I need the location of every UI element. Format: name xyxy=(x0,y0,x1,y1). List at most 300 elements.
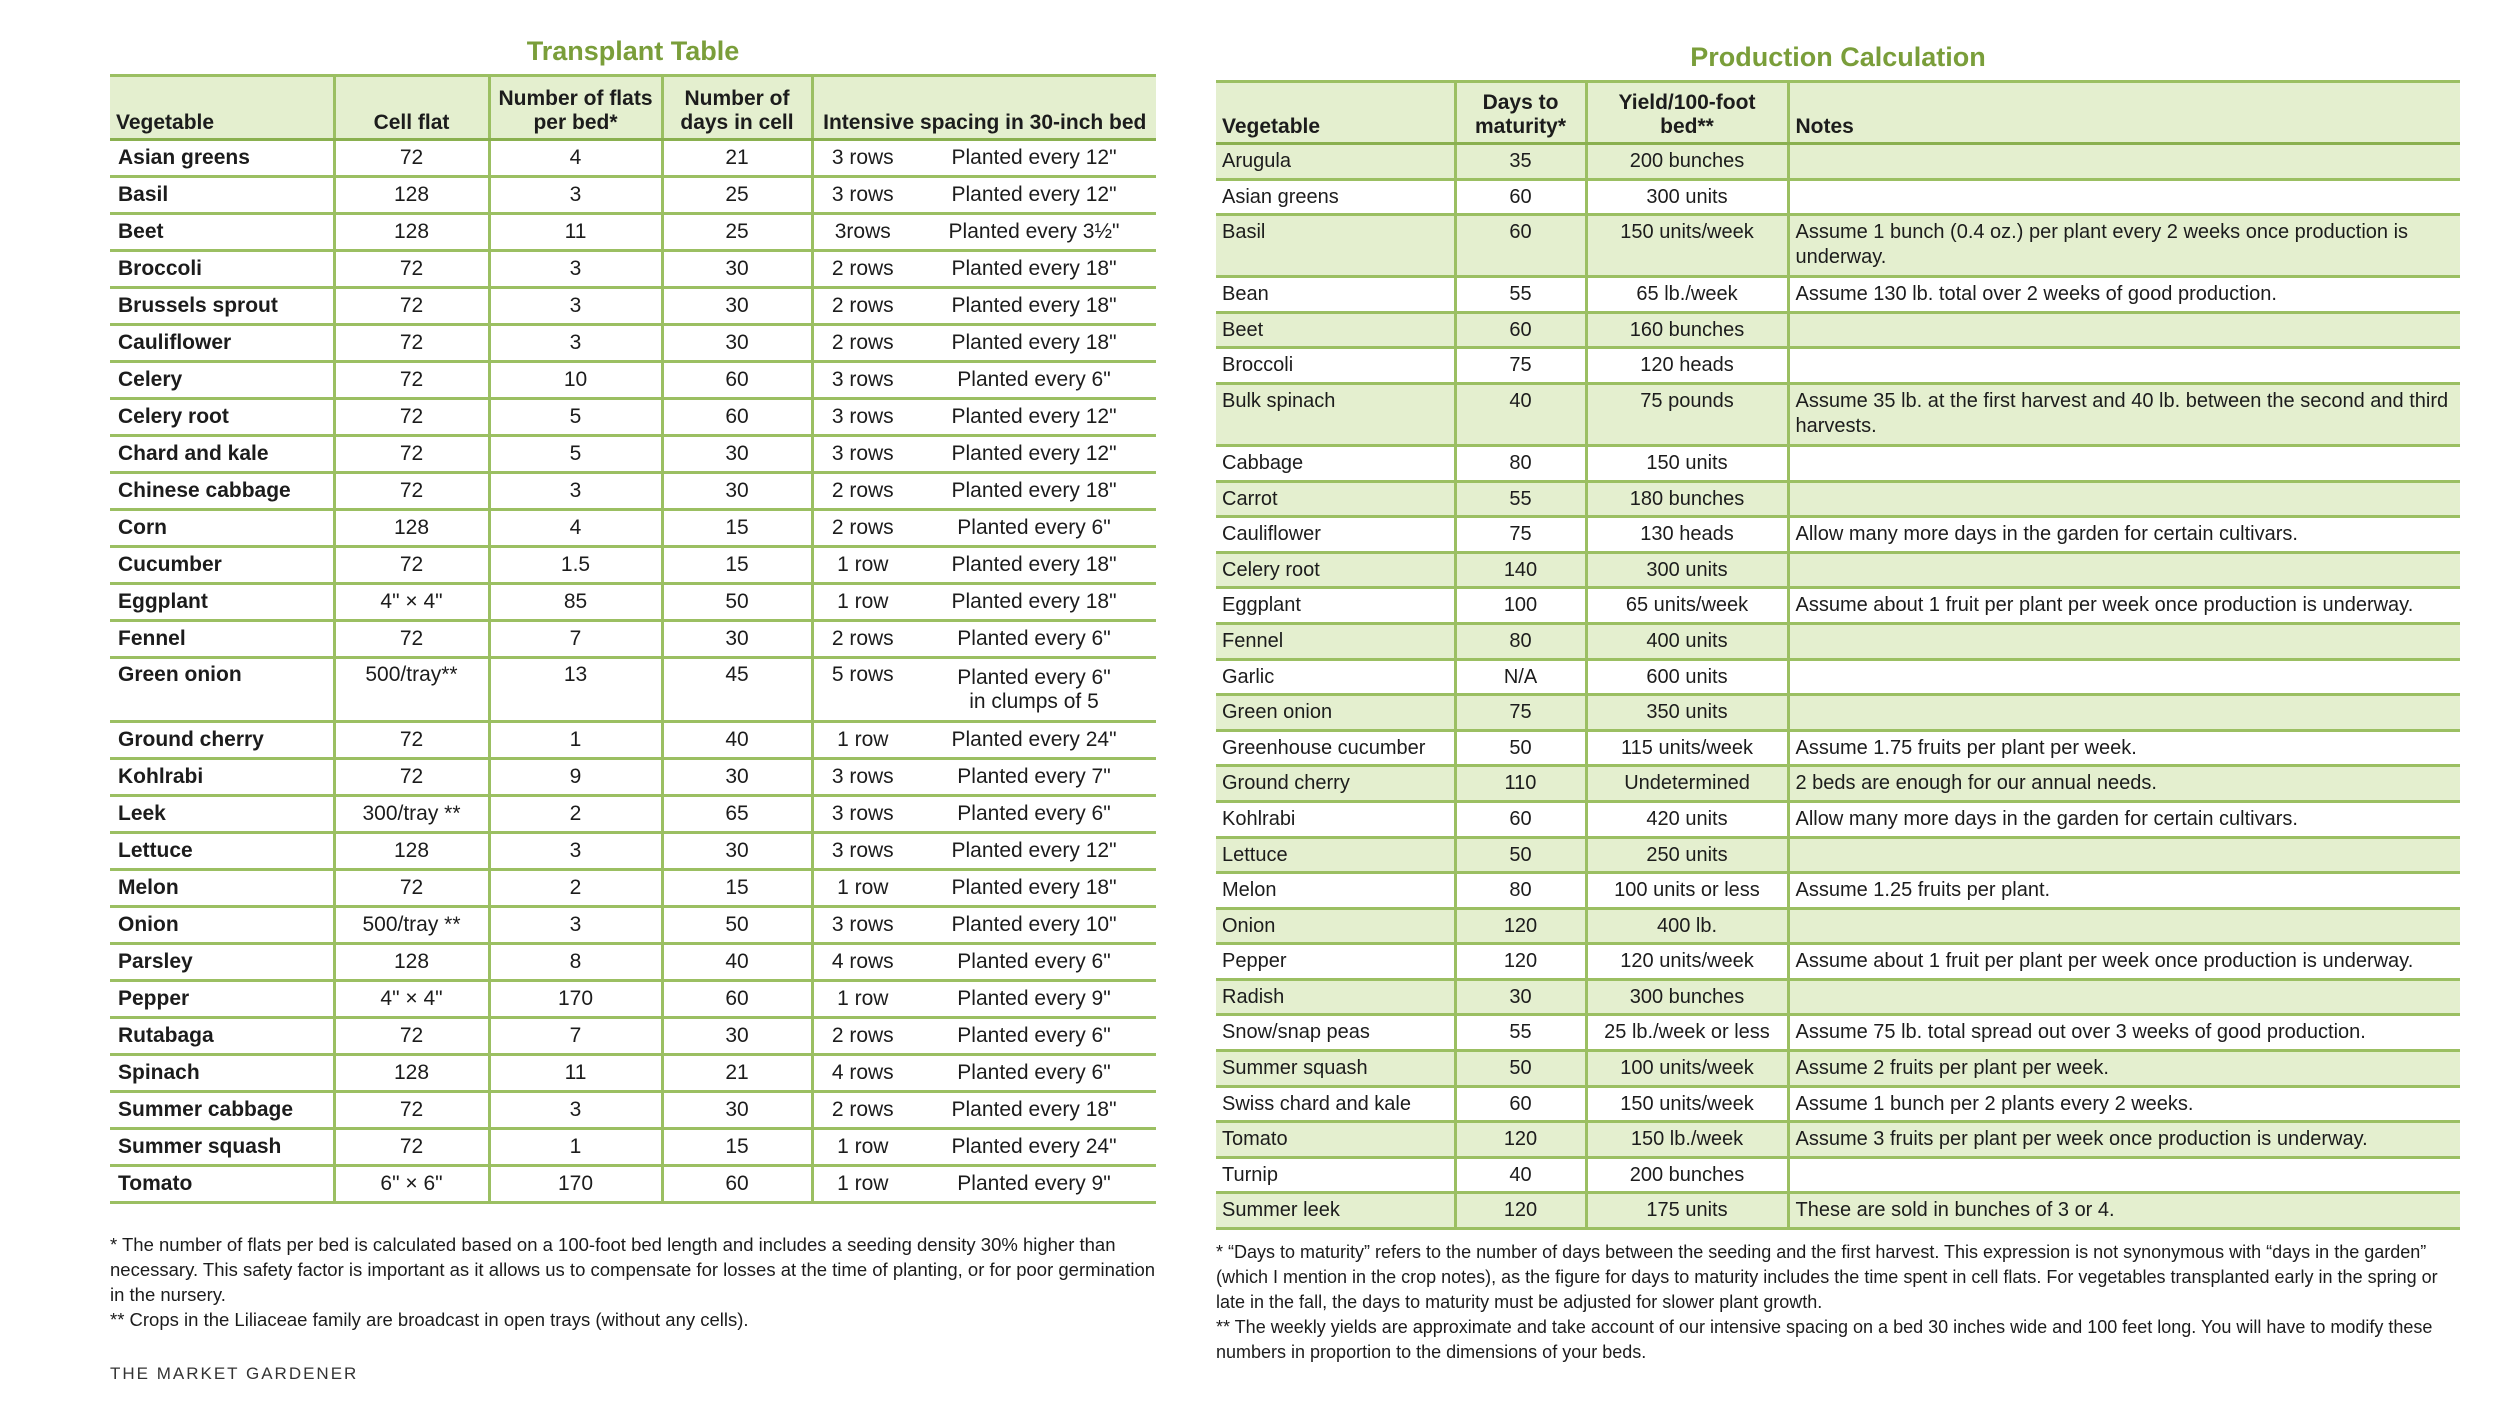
table-row xyxy=(110,1018,1156,1055)
rows-cell: 1 row xyxy=(812,1129,912,1166)
days-to-maturity-cell: 100 xyxy=(1455,588,1586,624)
yield-cell: 130 heads xyxy=(1586,517,1788,553)
days-in-cell-cell: 21 xyxy=(662,1055,812,1092)
flats-per-bed-cell: 7 xyxy=(489,621,662,658)
rows-cell: 1 row xyxy=(812,722,912,759)
planting-interval-text: Planted every 3½" xyxy=(948,220,1120,243)
table-row xyxy=(110,944,1156,981)
rows-cell: 2 rows xyxy=(812,510,912,547)
vegetable-cell: Summer squash xyxy=(110,1129,334,1166)
days-in-cell-cell: 40 xyxy=(662,944,812,981)
table-row xyxy=(1216,588,2460,624)
notes-cell xyxy=(1788,1157,2460,1193)
yield-cell: 300 units xyxy=(1586,552,1788,588)
days-to-maturity-cell: 120 xyxy=(1455,944,1586,980)
table-row xyxy=(110,214,1156,251)
table-row xyxy=(1216,1051,2460,1087)
notes-cell: Assume 1.25 fruits per plant. xyxy=(1788,873,2460,909)
rows-cell: 2 rows xyxy=(812,1018,912,1055)
notes-cell xyxy=(1788,623,2460,659)
footnote: * “Days to maturity” refers to the number of days between the seeding and the first harvest. This expression is not synonymous with “days in the garden” (which I mention in the crop notes), as the figure for days to maturity includes the time spent in cell flats. For vegetables transplanted early in the spring or late in the fall, the days to maturity must be adjusted for slower plant growth. xyxy=(1216,1242,2438,1312)
planting-interval-text: Planted every 12" xyxy=(951,146,1117,169)
table-row xyxy=(1216,348,2460,384)
header-vegetable: Vegetable xyxy=(1216,82,1455,144)
notes-cell xyxy=(1788,445,2460,481)
cell-flat-cell: 128 xyxy=(334,510,489,547)
cell-flat-cell: 128 xyxy=(334,944,489,981)
planting-interval-text: Planted every 18" xyxy=(951,590,1117,613)
notes-cell: Assume 3 fruits per plant per week once production is underway. xyxy=(1788,1122,2460,1158)
days-to-maturity-cell: 35 xyxy=(1455,144,1586,180)
days-in-cell-cell: 50 xyxy=(662,907,812,944)
flats-per-bed-cell: 10 xyxy=(489,362,662,399)
header-yield: Yield/100-foot bed** xyxy=(1586,82,1788,144)
days-in-cell-cell: 40 xyxy=(662,722,812,759)
rows-cell: 5 rows xyxy=(812,658,912,722)
rows-cell: 2 rows xyxy=(812,1092,912,1129)
planting-interval-text: Planted every 6" xyxy=(957,627,1111,650)
planting-interval-text: Planted every 24" xyxy=(951,1135,1117,1158)
table-row xyxy=(110,288,1156,325)
planting-interval-cell xyxy=(912,870,1156,907)
days-in-cell-cell: 30 xyxy=(662,288,812,325)
cell-flat-cell: 72 xyxy=(334,759,489,796)
planting-interval-cell xyxy=(912,510,1156,547)
planting-interval-text: Planted every 12" xyxy=(951,405,1117,428)
header-intensive-spacing: Intensive spacing in 30-inch bed xyxy=(812,76,1156,140)
vegetable-cell: Ground cherry xyxy=(110,722,334,759)
yield-cell: 400 units xyxy=(1586,623,1788,659)
table-row xyxy=(1216,944,2460,980)
table-row xyxy=(110,1055,1156,1092)
planting-interval-text: Planted every 18" xyxy=(951,257,1117,280)
flats-per-bed-cell: 170 xyxy=(489,1166,662,1203)
planting-interval-cell xyxy=(912,584,1156,621)
notes-cell xyxy=(1788,481,2460,517)
planting-interval-text: Planted every 18" xyxy=(951,294,1117,317)
days-in-cell-cell: 30 xyxy=(662,621,812,658)
vegetable-cell: Fennel xyxy=(1216,623,1455,659)
production-table-title: Production Calculation xyxy=(1690,42,1986,72)
notes-cell xyxy=(1788,179,2460,215)
rows-cell: 3 rows xyxy=(812,759,912,796)
cell-flat-cell: 128 xyxy=(334,833,489,870)
days-to-maturity-cell: 120 xyxy=(1455,1193,1586,1229)
production-footnotes xyxy=(1216,1240,2466,1365)
table-row xyxy=(110,621,1156,658)
vegetable-cell: Lettuce xyxy=(110,833,334,870)
rows-cell: 1 row xyxy=(812,981,912,1018)
table-row xyxy=(110,658,1156,722)
planting-interval-cell xyxy=(912,759,1156,796)
flats-per-bed-cell: 3 xyxy=(489,288,662,325)
days-to-maturity-cell: 140 xyxy=(1455,552,1586,588)
days-to-maturity-cell: 50 xyxy=(1455,1051,1586,1087)
notes-cell: Assume about 1 fruit per plant per week once production is underway. xyxy=(1788,588,2460,624)
days-in-cell-cell: 65 xyxy=(662,796,812,833)
days-to-maturity-cell: 80 xyxy=(1455,445,1586,481)
vegetable-cell: Spinach xyxy=(110,1055,334,1092)
yield-cell: 250 units xyxy=(1586,837,1788,873)
flats-per-bed-cell: 5 xyxy=(489,399,662,436)
flats-per-bed-cell: 11 xyxy=(489,1055,662,1092)
flats-per-bed-cell: 2 xyxy=(489,870,662,907)
vegetable-cell: Summer cabbage xyxy=(110,1092,334,1129)
notes-cell xyxy=(1788,659,2460,695)
notes-cell xyxy=(1788,312,2460,348)
yield-cell: 100 units or less xyxy=(1586,873,1788,909)
notes-cell: Allow many more days in the garden for certain cultivars. xyxy=(1788,517,2460,553)
vegetable-cell: Cabbage xyxy=(1216,445,1455,481)
days-in-cell-cell: 60 xyxy=(662,981,812,1018)
planting-interval-cell xyxy=(912,473,1156,510)
days-to-maturity-cell: 50 xyxy=(1455,730,1586,766)
table-row xyxy=(110,140,1156,177)
notes-cell xyxy=(1788,348,2460,384)
days-to-maturity-cell: 50 xyxy=(1455,837,1586,873)
table-row xyxy=(1216,1122,2460,1158)
flats-per-bed-cell: 3 xyxy=(489,833,662,870)
vegetable-cell: Parsley xyxy=(110,944,334,981)
rows-cell: 2 rows xyxy=(812,621,912,658)
notes-cell: Assume 1.75 fruits per plant per week. xyxy=(1788,730,2460,766)
table-row xyxy=(1216,312,2460,348)
cell-flat-cell: 500/tray** xyxy=(334,658,489,722)
table-row xyxy=(1216,837,2460,873)
rows-cell: 3 rows xyxy=(812,796,912,833)
vegetable-cell: Fennel xyxy=(110,621,334,658)
cell-flat-cell: 72 xyxy=(334,870,489,907)
vegetable-cell: Kohlrabi xyxy=(110,759,334,796)
vegetable-cell: Basil xyxy=(1216,215,1455,277)
rows-cell: 2 rows xyxy=(812,325,912,362)
vegetable-cell: Eggplant xyxy=(110,584,334,621)
planting-interval-cell xyxy=(912,1129,1156,1166)
transplant-header-row xyxy=(110,76,1156,140)
days-in-cell-cell: 45 xyxy=(662,658,812,722)
cell-flat-cell: 72 xyxy=(334,251,489,288)
rows-cell: 3 rows xyxy=(812,399,912,436)
rows-cell: 1 row xyxy=(812,870,912,907)
table-row xyxy=(1216,1157,2460,1193)
yield-cell: 300 bunches xyxy=(1586,979,1788,1015)
yield-cell: 175 units xyxy=(1586,1193,1788,1229)
header-flats-per-bed: Number of flats per bed* xyxy=(489,76,662,140)
table-row xyxy=(110,473,1156,510)
days-to-maturity-cell: 40 xyxy=(1455,383,1586,445)
rows-cell: 3 rows xyxy=(812,833,912,870)
days-to-maturity-cell: 75 xyxy=(1455,695,1586,731)
rows-cell: 4 rows xyxy=(812,944,912,981)
vegetable-cell: Celery root xyxy=(1216,552,1455,588)
vegetable-cell: Tomato xyxy=(110,1166,334,1203)
days-to-maturity-cell: 80 xyxy=(1455,623,1586,659)
vegetable-cell: Green onion xyxy=(1216,695,1455,731)
vegetable-cell: Celery root xyxy=(110,399,334,436)
days-to-maturity-cell: 75 xyxy=(1455,517,1586,553)
yield-cell: 120 heads xyxy=(1586,348,1788,384)
vegetable-cell: Cauliflower xyxy=(110,325,334,362)
rows-cell: 4 rows xyxy=(812,1055,912,1092)
planting-interval-text: Planted every 9" xyxy=(957,987,1111,1010)
cell-flat-cell: 72 xyxy=(334,140,489,177)
yield-cell: 420 units xyxy=(1586,801,1788,837)
rows-cell: 3 rows xyxy=(812,436,912,473)
planting-interval-cell xyxy=(912,796,1156,833)
rows-cell: 2 rows xyxy=(812,288,912,325)
vegetable-cell: Beet xyxy=(110,214,334,251)
planting-interval-text: Planted every 6" xyxy=(957,368,1111,391)
table-row xyxy=(1216,623,2460,659)
days-to-maturity-cell: 120 xyxy=(1455,908,1586,944)
table-row xyxy=(1216,801,2460,837)
planting-interval-text: Planted every 9" xyxy=(957,1172,1111,1195)
days-in-cell-cell: 60 xyxy=(662,362,812,399)
table-row xyxy=(1216,144,2460,180)
planting-interval-cell xyxy=(912,907,1156,944)
table-row xyxy=(110,981,1156,1018)
vegetable-cell: Greenhouse cucumber xyxy=(1216,730,1455,766)
notes-cell xyxy=(1788,552,2460,588)
yield-cell: 115 units/week xyxy=(1586,730,1788,766)
table-row xyxy=(1216,979,2460,1015)
table-row xyxy=(1216,215,2460,277)
planting-interval-cell xyxy=(912,1055,1156,1092)
vegetable-cell: Cucumber xyxy=(110,547,334,584)
vegetable-cell: Swiss chard and kale xyxy=(1216,1086,1455,1122)
vegetable-cell: Onion xyxy=(110,907,334,944)
planting-interval-cell xyxy=(912,658,1156,722)
planting-interval-cell xyxy=(912,1018,1156,1055)
yield-cell: 300 units xyxy=(1586,179,1788,215)
cell-flat-cell: 128 xyxy=(334,214,489,251)
days-in-cell-cell: 21 xyxy=(662,140,812,177)
planting-interval-cell xyxy=(912,436,1156,473)
cell-flat-cell: 72 xyxy=(334,547,489,584)
cell-flat-cell: 72 xyxy=(334,1129,489,1166)
days-in-cell-cell: 60 xyxy=(662,1166,812,1203)
yield-cell: 200 bunches xyxy=(1586,144,1788,180)
planting-interval-text: Planted every 12" xyxy=(951,183,1117,206)
notes-cell: These are sold in bunches of 3 or 4. xyxy=(1788,1193,2460,1229)
days-in-cell-cell: 30 xyxy=(662,759,812,796)
vegetable-cell: Chard and kale xyxy=(110,436,334,473)
vegetable-cell: Brussels sprout xyxy=(110,288,334,325)
cell-flat-cell: 128 xyxy=(334,177,489,214)
notes-cell xyxy=(1788,144,2460,180)
yield-cell: 150 units/week xyxy=(1586,215,1788,277)
table-row xyxy=(110,177,1156,214)
rows-cell: 1 row xyxy=(812,584,912,621)
footnote: ** The weekly yields are approximate and take account of our intensive spacing on a bed 30 inches wide and 100 feet long. You will have to modify these numbers in proportion to the dimensions of your beds. xyxy=(1216,1317,2433,1362)
table-row xyxy=(110,759,1156,796)
production-table-panel xyxy=(1216,28,2460,1230)
table-row xyxy=(110,722,1156,759)
days-in-cell-cell: 30 xyxy=(662,436,812,473)
notes-cell xyxy=(1788,695,2460,731)
yield-cell: 75 pounds xyxy=(1586,383,1788,445)
notes-cell xyxy=(1788,979,2460,1015)
header-days-to-maturity: Days to maturity* xyxy=(1455,82,1586,144)
production-table-body xyxy=(1216,144,2460,1229)
planting-interval-text: Planted every 24" xyxy=(951,728,1117,751)
notes-cell: 2 beds are enough for our annual needs. xyxy=(1788,766,2460,802)
vegetable-cell: Kohlrabi xyxy=(1216,801,1455,837)
vegetable-cell: Green onion xyxy=(110,658,334,722)
vegetable-cell: Melon xyxy=(1216,873,1455,909)
vegetable-cell: Summer leek xyxy=(1216,1193,1455,1229)
vegetable-cell: Asian greens xyxy=(1216,179,1455,215)
days-in-cell-cell: 15 xyxy=(662,870,812,907)
planting-interval-cell xyxy=(912,1092,1156,1129)
notes-cell: Assume 35 lb. at the first harvest and 40 lb. between the second and third harvests. xyxy=(1788,383,2460,445)
days-in-cell-cell: 30 xyxy=(662,325,812,362)
rows-cell: 2 rows xyxy=(812,473,912,510)
planting-interval-cell xyxy=(912,214,1156,251)
rows-cell: 2 rows xyxy=(812,251,912,288)
flats-per-bed-cell: 7 xyxy=(489,1018,662,1055)
planting-interval-cell xyxy=(912,621,1156,658)
planting-interval-cell xyxy=(912,288,1156,325)
table-row xyxy=(1216,695,2460,731)
cell-flat-cell: 4" × 4" xyxy=(334,981,489,1018)
yield-cell: 65 lb./week xyxy=(1586,277,1788,313)
planting-interval-cell xyxy=(912,177,1156,214)
notes-cell xyxy=(1788,908,2460,944)
notes-cell: Assume 75 lb. total spread out over 3 weeks of good production. xyxy=(1788,1015,2460,1051)
planting-interval-cell xyxy=(912,981,1156,1018)
days-in-cell-cell: 30 xyxy=(662,473,812,510)
flats-per-bed-cell: 3 xyxy=(489,473,662,510)
vegetable-cell: Carrot xyxy=(1216,481,1455,517)
flats-per-bed-cell: 1 xyxy=(489,1129,662,1166)
table-row xyxy=(110,362,1156,399)
table-row xyxy=(1216,383,2460,445)
yield-cell: Undetermined xyxy=(1586,766,1788,802)
flats-per-bed-cell: 4 xyxy=(489,510,662,547)
cell-flat-cell: 72 xyxy=(334,1092,489,1129)
planting-interval-text: Planted every 18" xyxy=(951,553,1117,576)
footnote: * The number of flats per bed is calculated based on a 100-foot bed length and includes a seeding density 30% higher than necessary. This safety factor is important as it allows us to compensate for losses at the time of planting, or for poor germination in the nursery. xyxy=(110,1234,1156,1305)
table-row xyxy=(1216,552,2460,588)
days-in-cell-cell: 30 xyxy=(662,251,812,288)
vegetable-cell: Beet xyxy=(1216,312,1455,348)
planting-interval-cell xyxy=(912,944,1156,981)
table-row xyxy=(1216,179,2460,215)
flats-per-bed-cell: 9 xyxy=(489,759,662,796)
transplant-table-panel xyxy=(110,28,1156,1204)
transplant-table xyxy=(110,74,1156,1204)
production-table xyxy=(1216,80,2460,1230)
notes-cell: Assume 1 bunch (0.4 oz.) per plant every 2 weeks once production is underway. xyxy=(1788,215,2460,277)
days-in-cell-cell: 15 xyxy=(662,510,812,547)
planting-interval-cell xyxy=(912,399,1156,436)
table-row xyxy=(1216,1015,2460,1051)
days-to-maturity-cell: 60 xyxy=(1455,801,1586,837)
vegetable-cell: Celery xyxy=(110,362,334,399)
planting-interval-text: Planted every 12" xyxy=(951,442,1117,465)
flats-per-bed-cell: 1 xyxy=(489,722,662,759)
vegetable-cell: Chinese cabbage xyxy=(110,473,334,510)
vegetable-cell: Eggplant xyxy=(1216,588,1455,624)
cell-flat-cell: 72 xyxy=(334,325,489,362)
days-in-cell-cell: 30 xyxy=(662,1018,812,1055)
table-row xyxy=(110,399,1156,436)
days-to-maturity-cell: 55 xyxy=(1455,481,1586,517)
planting-interval-text: Planted every 6" xyxy=(957,950,1111,973)
cell-flat-cell: 500/tray ** xyxy=(334,907,489,944)
table-row xyxy=(110,510,1156,547)
flats-per-bed-cell: 170 xyxy=(489,981,662,1018)
book-title: THE MARKET GARDENER xyxy=(110,1364,359,1383)
table-row xyxy=(110,833,1156,870)
yield-cell: 160 bunches xyxy=(1586,312,1788,348)
flats-per-bed-cell: 5 xyxy=(489,436,662,473)
yield-cell: 600 units xyxy=(1586,659,1788,695)
cell-flat-cell: 128 xyxy=(334,1055,489,1092)
cell-flat-cell: 6" × 6" xyxy=(334,1166,489,1203)
flats-per-bed-cell: 4 xyxy=(489,140,662,177)
cell-flat-cell: 300/tray ** xyxy=(334,796,489,833)
days-in-cell-cell: 60 xyxy=(662,399,812,436)
table-row xyxy=(110,251,1156,288)
yield-cell: 180 bunches xyxy=(1586,481,1788,517)
days-in-cell-cell: 15 xyxy=(662,1129,812,1166)
days-in-cell-cell: 25 xyxy=(662,177,812,214)
vegetable-cell: Turnip xyxy=(1216,1157,1455,1193)
planting-interval-text: Planted every 18" xyxy=(951,1098,1117,1121)
vegetable-cell: Tomato xyxy=(1216,1122,1455,1158)
vegetable-cell: Onion xyxy=(1216,908,1455,944)
notes-cell: Assume 2 fruits per plant per week. xyxy=(1788,1051,2460,1087)
planting-interval-text: Planted every 18" xyxy=(951,876,1117,899)
notes-cell: Assume 1 bunch per 2 plants every 2 weeks. xyxy=(1788,1086,2460,1122)
notes-cell xyxy=(1788,837,2460,873)
vegetable-cell: Lettuce xyxy=(1216,837,1455,873)
notes-cell: Assume 130 lb. total over 2 weeks of good production. xyxy=(1788,277,2460,313)
planting-interval-cell xyxy=(912,722,1156,759)
yield-cell: 150 units/week xyxy=(1586,1086,1788,1122)
yield-cell: 65 units/week xyxy=(1586,588,1788,624)
days-to-maturity-cell: 60 xyxy=(1455,179,1586,215)
vegetable-cell: Broccoli xyxy=(110,251,334,288)
notes-cell: Allow many more days in the garden for certain cultivars. xyxy=(1788,801,2460,837)
days-to-maturity-cell: 60 xyxy=(1455,1086,1586,1122)
transplant-footnotes xyxy=(110,1232,1160,1332)
table-row xyxy=(1216,659,2460,695)
yield-cell: 150 lb./week xyxy=(1586,1122,1788,1158)
days-to-maturity-cell: 60 xyxy=(1455,312,1586,348)
vegetable-cell: Asian greens xyxy=(110,140,334,177)
table-row xyxy=(110,870,1156,907)
rows-cell: 3 rows xyxy=(812,140,912,177)
planting-interval-text: Planted every 6" xyxy=(957,516,1111,539)
planting-interval-cell xyxy=(912,251,1156,288)
vegetable-cell: Leek xyxy=(110,796,334,833)
table-row xyxy=(1216,445,2460,481)
table-row xyxy=(1216,873,2460,909)
yield-cell: 25 lb./week or less xyxy=(1586,1015,1788,1051)
flats-per-bed-cell: 3 xyxy=(489,251,662,288)
yield-cell: 400 lb. xyxy=(1586,908,1788,944)
table-row xyxy=(1216,908,2460,944)
planting-interval-cell xyxy=(912,362,1156,399)
vegetable-cell: Melon xyxy=(110,870,334,907)
planting-interval-text: Planted every 6" xyxy=(957,665,1111,689)
table-row xyxy=(1216,766,2460,802)
flats-per-bed-cell: 11 xyxy=(489,214,662,251)
planting-interval-text: Planted every 18" xyxy=(951,479,1117,502)
